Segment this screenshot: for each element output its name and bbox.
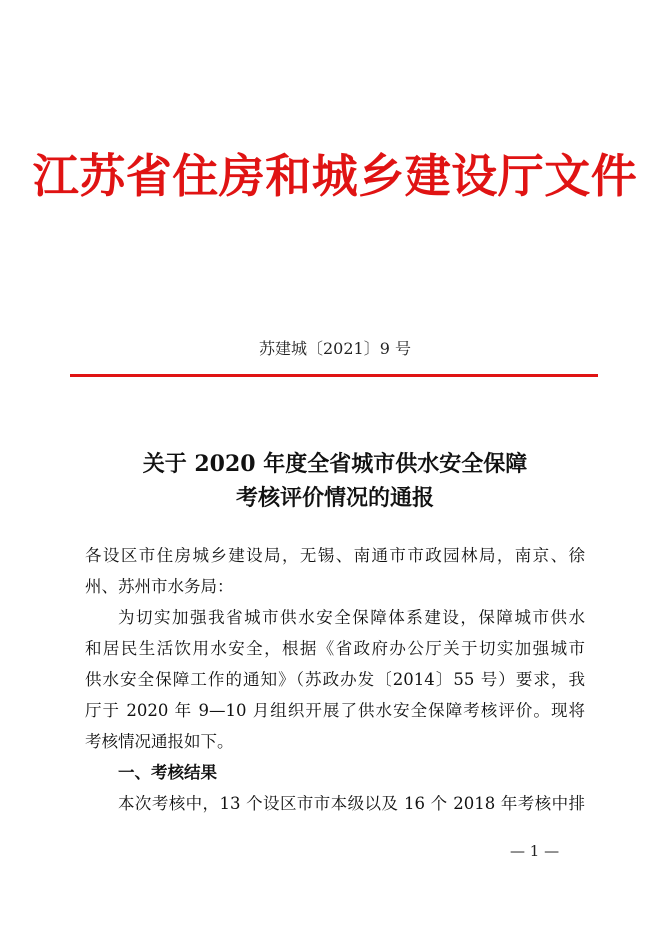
paragraph-1-line-3: 供水安全保障工作的通知》（苏政办发〔2014〕55 号）要求，我 bbox=[85, 670, 585, 689]
addressee-line-1: 各设区市住房城乡建设局，无锡、南通市市政园林局，南京、徐 bbox=[85, 546, 585, 565]
paragraph-1-line-2: 和居民生活饮用水安全，根据《省政府办公厅关于切实加强城市 bbox=[85, 639, 585, 658]
paragraph-1-line-4: 厅于 2020 年 9—10 月组织开展了供水安全保障考核评价。现将 bbox=[85, 701, 585, 720]
page-number: — 1 — bbox=[510, 842, 560, 860]
section-1-line-1: 本次考核中，13 个设区市市本级以及 16 个 2018 年考核中排 bbox=[118, 794, 585, 813]
red-separator-line bbox=[70, 374, 598, 377]
notice-title-line-1: 关于 2020 年度全省城市供水安全保障 bbox=[142, 451, 528, 477]
addressee-block bbox=[85, 540, 585, 602]
issuing-authority-title: 江苏省住房和城乡建设厅文件 bbox=[32, 149, 638, 203]
document-number: 苏建城〔2021〕9 号 bbox=[259, 339, 411, 358]
section-1-heading-block bbox=[85, 757, 585, 788]
addressee-line-2: 州、苏州市水务局： bbox=[85, 577, 234, 596]
section-1-paragraph bbox=[85, 788, 585, 819]
section-1-heading: 一、考核结果 bbox=[118, 763, 217, 782]
paragraph-1-line-5: 考核情况通报如下。 bbox=[85, 732, 234, 751]
notice-title-line-2: 考核评价情况的通报 bbox=[235, 485, 434, 511]
paragraph-1 bbox=[85, 602, 585, 757]
paragraph-1-line-1: 为切实加强我省城市供水安全保障体系建设，保障城市供水 bbox=[118, 608, 585, 627]
